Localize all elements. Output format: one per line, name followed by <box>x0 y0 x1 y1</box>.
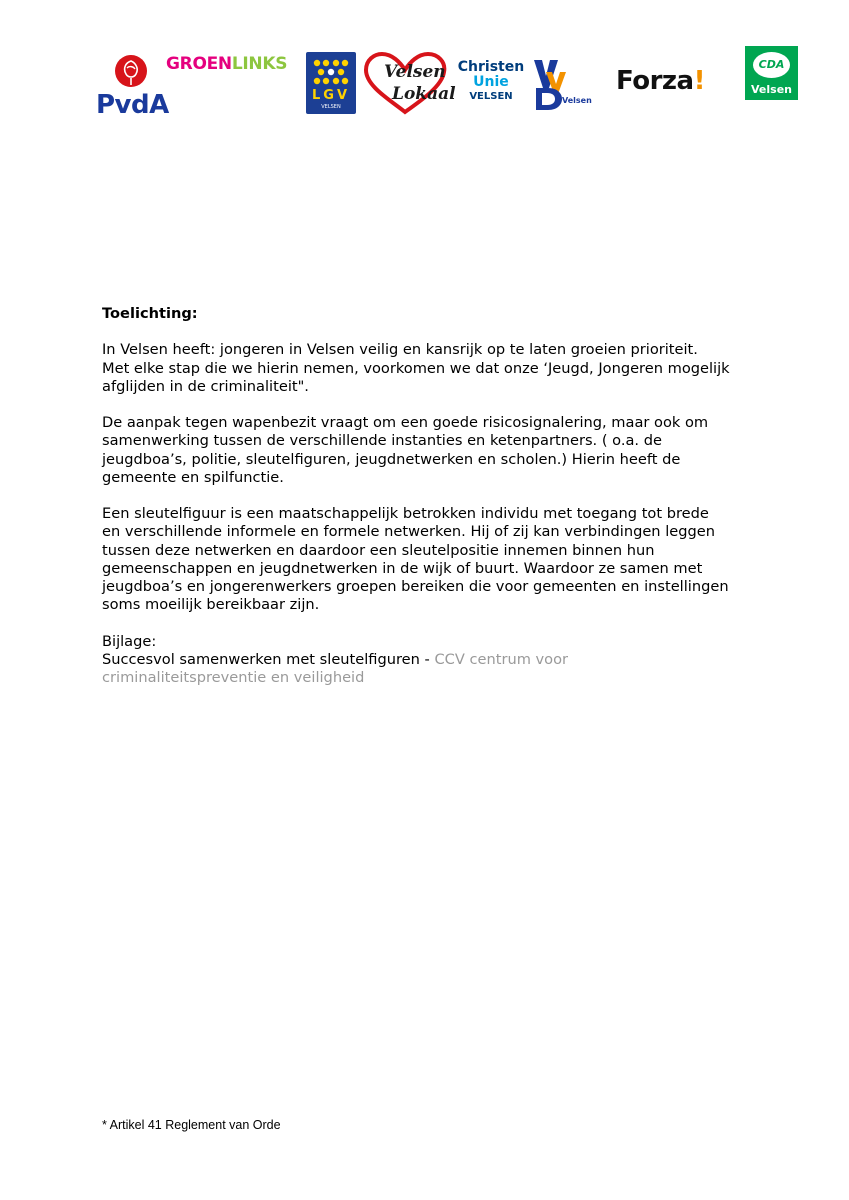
paragraph-line: De aanpak tegen wapenbezit vraagt om een goede risicosignalering, maar ook om <box>102 414 709 432</box>
cda-label: CDA <box>758 58 785 71</box>
groenlinks-part2: LINKS <box>231 54 288 74</box>
paragraph-line: tussen deze netwerken en daardoor een sleutelpositie innemen binnen hun <box>102 541 655 559</box>
footnote: * Artikel 41 Reglement van Orde <box>102 1118 281 1132</box>
paragraph-line: In Velsen heeft: jongeren in Velsen veilig en kansrijk op te laten groeien prioriteit. <box>102 341 698 359</box>
paragraph-line: jeugdboa’s en jongerenwerkers groepen bereiken die voor gemeenten en instellingen <box>102 578 729 595</box>
party-logos-header <box>0 0 849 130</box>
velsen-lokaal-logo <box>360 50 456 116</box>
attachment-source-link[interactable]: CCV centrum voor <box>434 650 569 668</box>
lgv-logo <box>306 52 356 114</box>
paragraph-line: Met elke stap die we hierin nemen, voorkomen we dat onze ‘Jeugd, Jongeren mogelijk <box>102 359 730 377</box>
groenlinks-part1: GROEN <box>166 54 232 74</box>
velsen-lokaal-line2: Lokaal <box>392 84 456 104</box>
heart-icon <box>360 50 450 116</box>
attachment-label: Bijlage: <box>102 632 157 650</box>
paragraph-line: en verschillende informele en formele netwerken. Hij of zij kan verbindingen leggen <box>102 523 715 541</box>
section-heading: Toelichting: <box>102 305 198 322</box>
paragraph-line: samenwerking tussen de verschillende instanties en ketenpartners. ( o.a. de <box>102 432 662 450</box>
cda-oval <box>753 52 790 78</box>
groenlinks-logo <box>166 54 287 74</box>
paragraph-line: gemeente en spilfunctie. <box>102 468 284 486</box>
forza-label: Forza <box>616 66 694 96</box>
paragraph-line: Een sleutelfiguur is een maatschappelijk betrokken individu met toegang tot brede <box>102 505 709 523</box>
document-body <box>102 305 762 705</box>
attachment-line <box>102 651 762 669</box>
paragraph-intro <box>102 341 762 396</box>
dot-grid-icon <box>312 58 350 86</box>
forza-mark: ! <box>693 66 705 96</box>
attachment-block <box>102 633 762 688</box>
paragraph-approach <box>102 414 762 487</box>
velsen-lokaal-line1: Velsen <box>384 62 446 82</box>
lgv-sub: VELSEN <box>321 104 341 110</box>
vvd-logo <box>532 58 594 110</box>
cda-logo <box>745 46 798 100</box>
forza-logo <box>616 66 705 96</box>
attachment-title: Succesvol samenwerken met sleutelfiguren - <box>102 650 435 668</box>
christenunie-line2: Unie <box>473 74 509 90</box>
rose-icon <box>114 54 148 88</box>
attachment-source-link-cont[interactable]: criminaliteitspreventie en veiligheid <box>102 669 365 686</box>
christenunie-line1: Christen <box>457 59 525 75</box>
vvd-mark-icon <box>532 58 566 110</box>
paragraph-line: afglijden in de criminaliteit". <box>102 377 309 395</box>
paragraph-line: jeugdboa’s, politie, sleutelfiguren, jeugdnetwerken en scholen.) Hierin heeft de <box>102 450 681 468</box>
christenunie-logo <box>454 60 528 104</box>
christenunie-line3: VELSEN <box>469 91 513 102</box>
paragraph-line: soms moeilijk bereikbaar zijn. <box>102 596 320 614</box>
vvd-label: Velsen <box>562 96 592 105</box>
lgv-label: LGV <box>311 88 350 103</box>
cda-sub: Velsen <box>751 83 792 96</box>
pvda-label: PvdA <box>96 90 169 120</box>
pvda-logo <box>96 52 176 124</box>
paragraph-line: gemeenschappen en jeugdnetwerken in de wijk of buurt. Waardoor ze samen met <box>102 559 703 577</box>
paragraph-key-figure <box>102 505 762 614</box>
